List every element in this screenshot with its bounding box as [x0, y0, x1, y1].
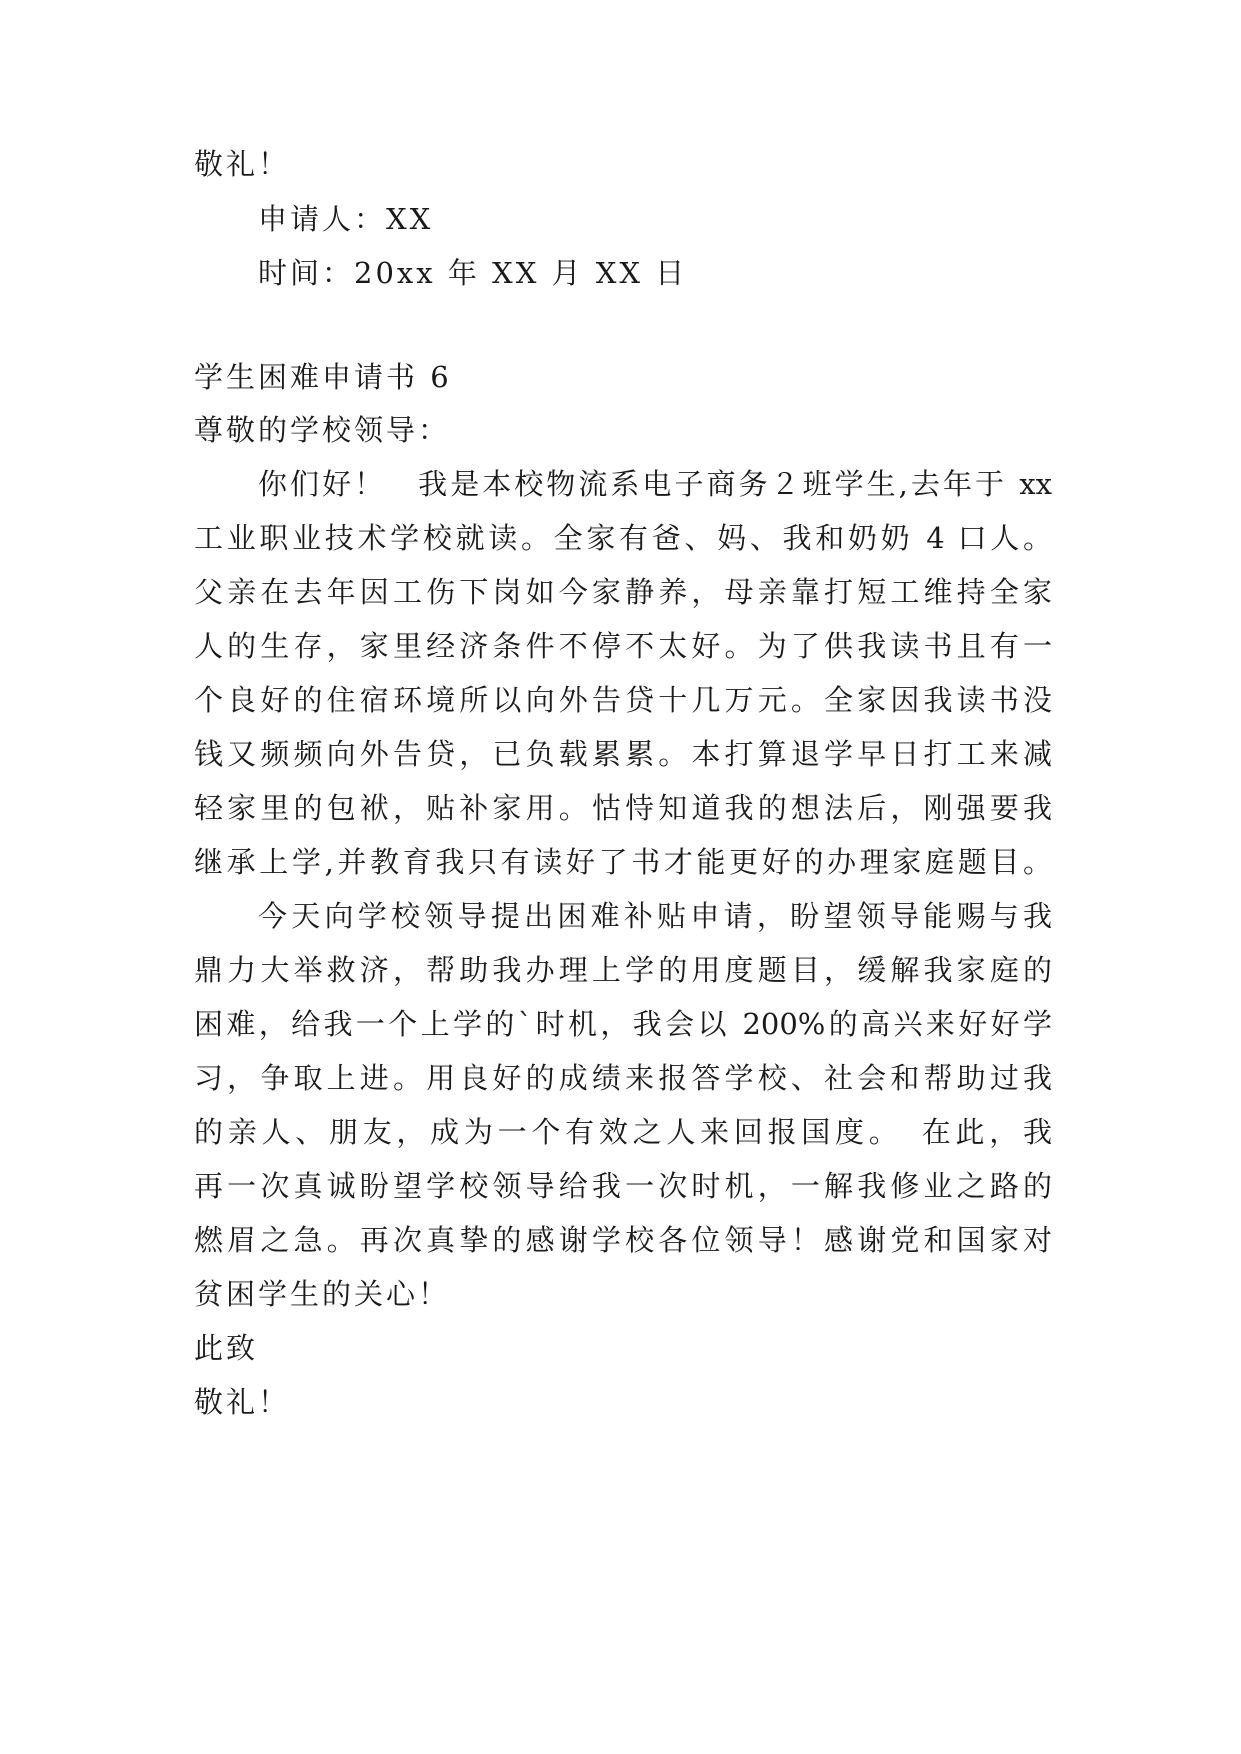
paragraph-2-line: 鼎力大举救济，帮助我办理上学的用度题目，缓解我家庭的: [194, 953, 1052, 987]
letter-salutation: 尊敬的学校领导：: [194, 413, 451, 447]
paragraph-1-line: 人的生存，家里经济条件不停不太好。为了供我读书且有一: [194, 629, 1052, 663]
paragraph-1-line: 个良好的住宿环境所以向外告贷十几万元。全家因我读书没: [194, 683, 1052, 717]
paragraph-1-line: 钱又频频向外告贷，已负载累累。本打算退学早日打工来减: [194, 737, 1052, 771]
paragraph-2-line: 今天向学校领导提出困难补贴申请，盼望领导能赐与我: [258, 899, 1052, 933]
prev-letter-closing: 敬礼！: [194, 147, 291, 181]
closing-line-2: 敬礼！: [194, 1385, 291, 1419]
paragraph-2-line: 的亲人、朋友，成为一个有效之人来回报国度。 在此，我: [194, 1115, 1052, 1149]
paragraph-2-line: 再一次真诚盼望学校领导给我一次时机，一解我修业之路的: [194, 1169, 1052, 1203]
paragraph-1-line: 工业职业技术学校就读。全家有爸、妈、我和奶奶 4 口人。: [194, 521, 1052, 555]
paragraph-2-line: 习，争取上进。用良好的成绩来报答学校、社会和帮助过我: [194, 1061, 1052, 1095]
paragraph-1-line: 父亲在去年因工伤下岗如今家静养，母亲靠打短工维持全家: [194, 575, 1052, 609]
paragraph-2-line: 燃眉之急。再次真挚的感谢学校各位领导！感谢党和国家对: [194, 1223, 1052, 1257]
prev-letter-date: 时间：20xx 年 XX 月 XX 日: [258, 256, 688, 290]
closing-line-1: 此致: [194, 1331, 259, 1365]
paragraph-1-line: 继承上学,并教育我只有读好了书才能更好的办理家庭题目。: [194, 845, 1052, 879]
paragraph-2-line: 贫困学生的关心！: [194, 1277, 451, 1311]
prev-letter-applicant: 申请人：XX: [258, 202, 434, 236]
paragraph-2-line: 困难，给我一个上学的`时机，我会以 200%的高兴来好好学: [194, 1007, 1052, 1041]
letter-title: 学生困难申请书 6: [194, 360, 452, 394]
paragraph-1-line: 轻家里的包袱，贴补家用。怙恃知道我的想法后，刚强要我: [194, 791, 1052, 825]
paragraph-1-line: 你们好！ 我是本校物流系电子商务２班学生,去年于 xx: [258, 467, 1052, 501]
